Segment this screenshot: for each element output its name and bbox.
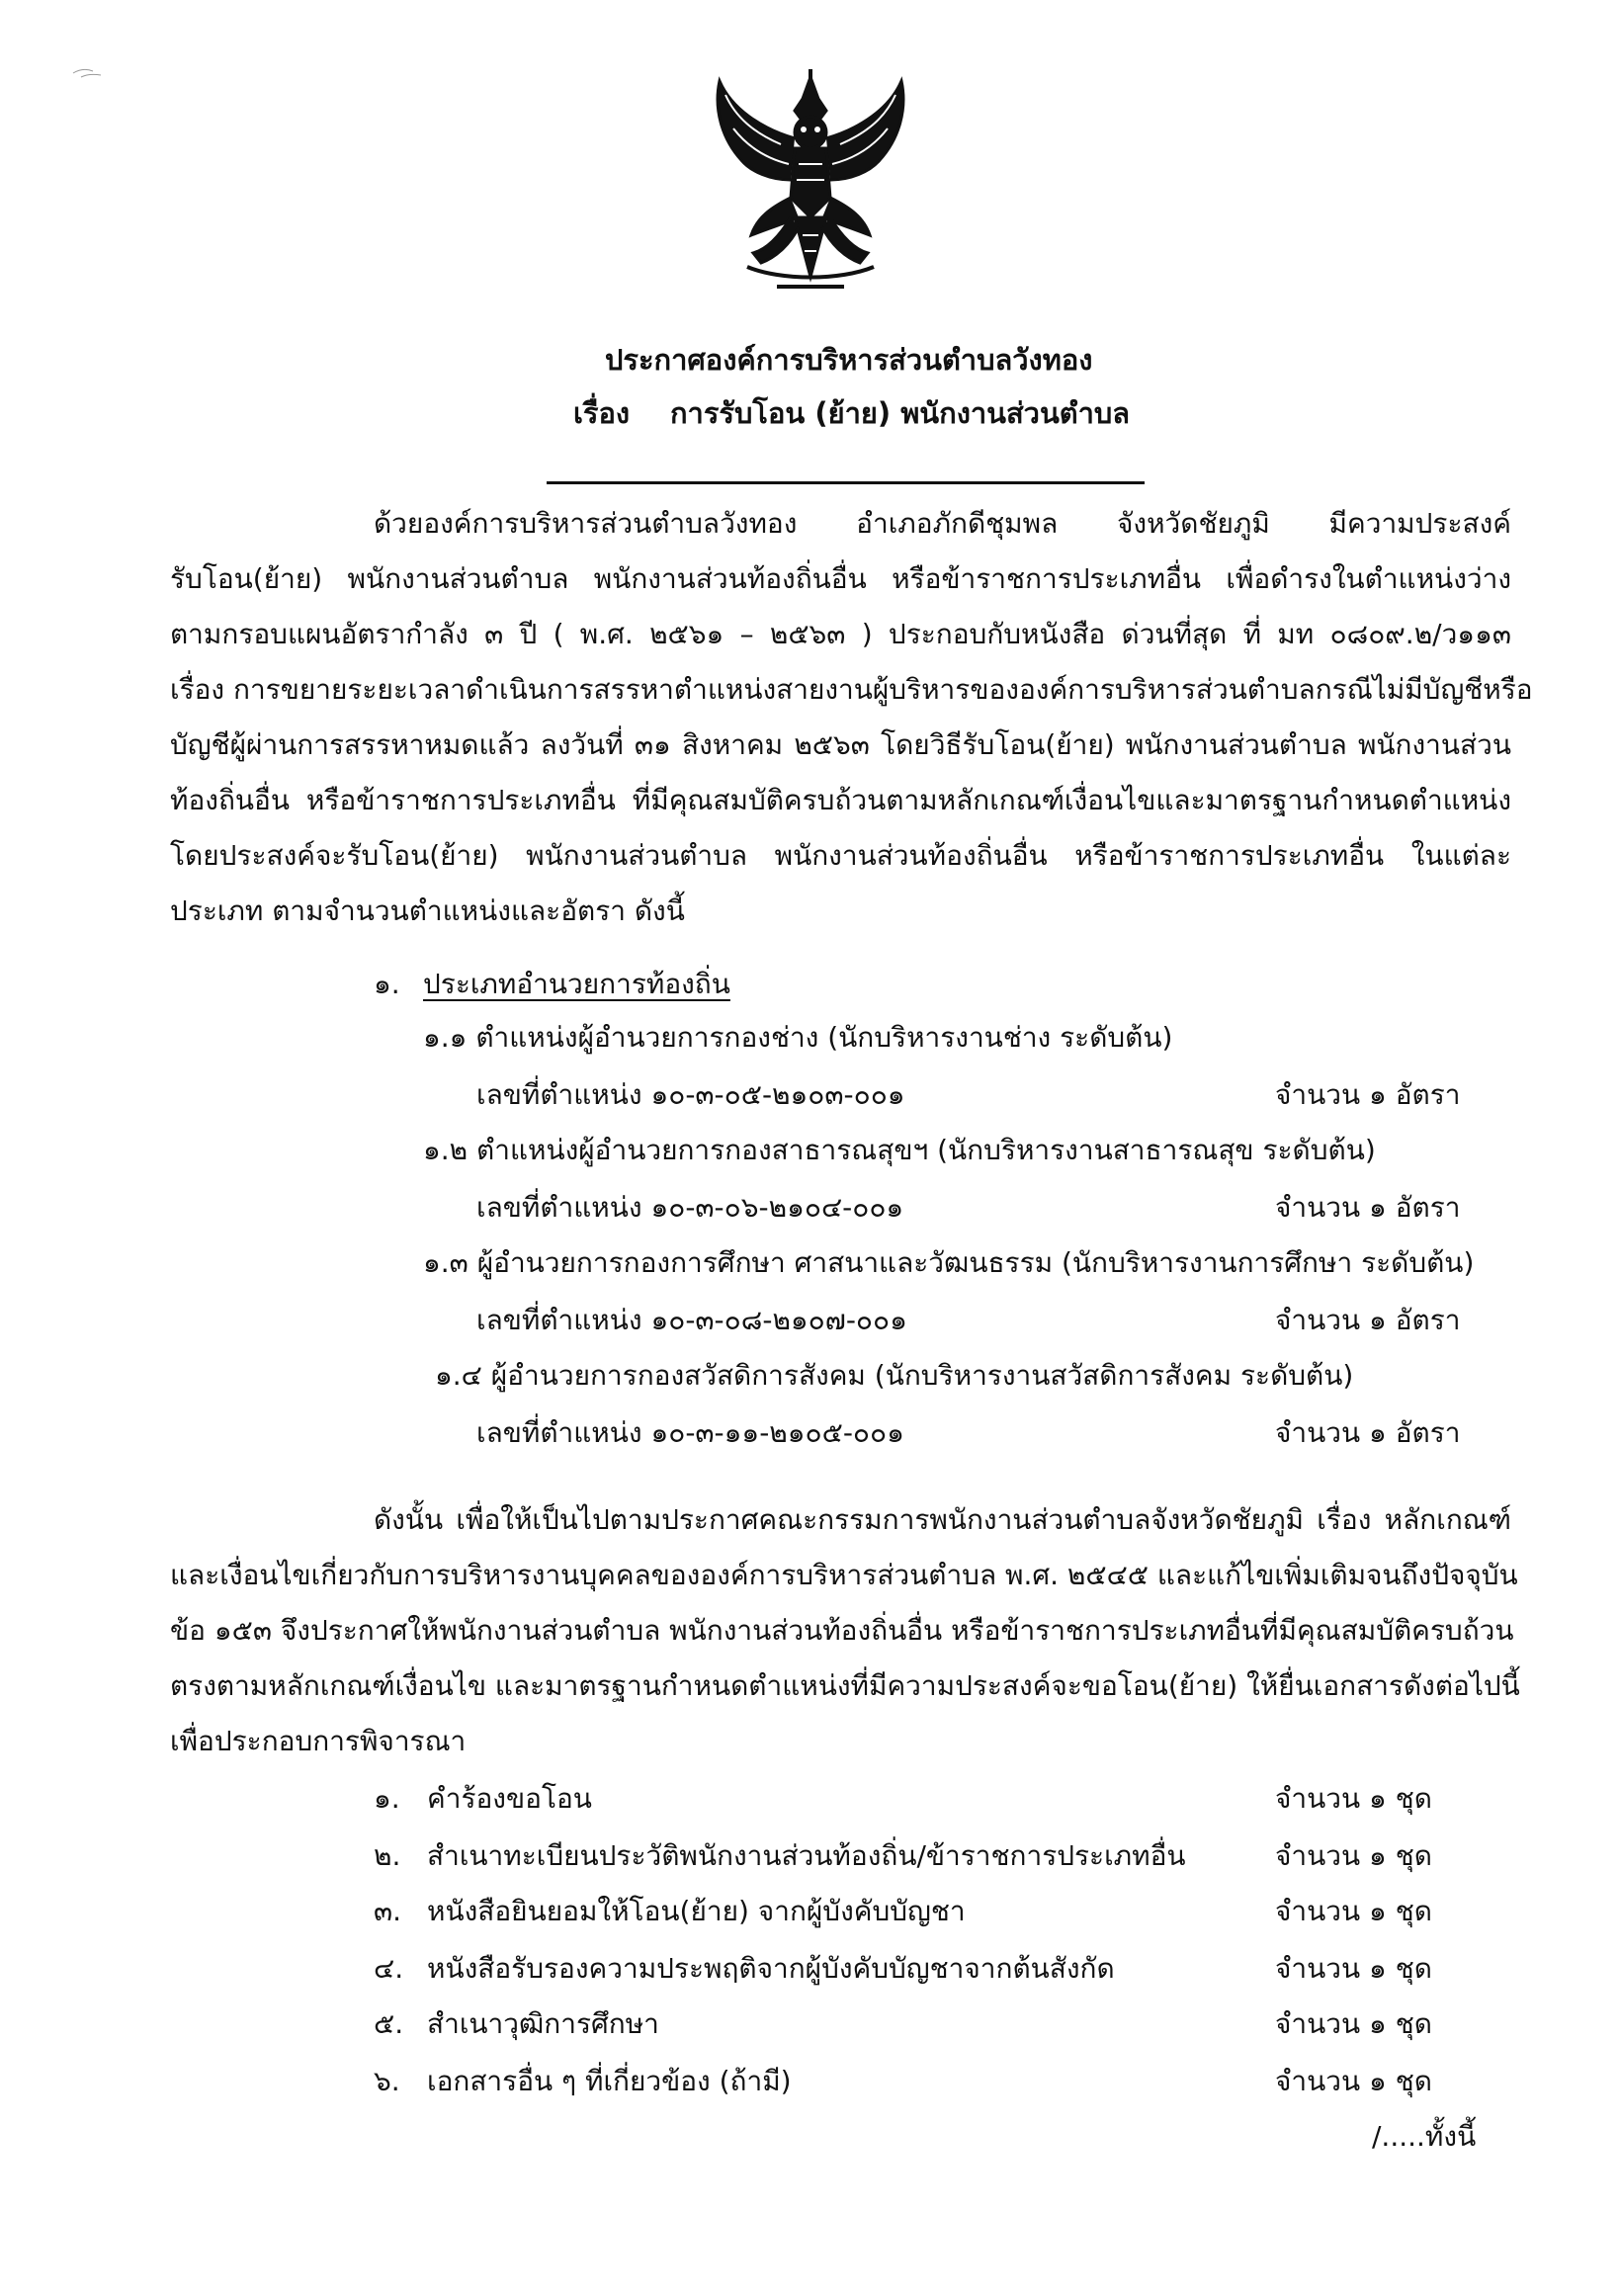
doc-number: ๔. — [374, 1952, 404, 1985]
doc-number: ๖. — [374, 2065, 400, 2097]
intro-line: บัญชีผู้ผ่านการสรรหาหมดแล้ว ลงวันที่ ๓๑ สิงหาคม ๒๕๖๓ โดยวิธีรับโอน(ย้าย) พนักงานส่วนตำบล พนักงานส่วน — [170, 728, 1511, 761]
doc-number: ๓. — [374, 1895, 402, 1927]
doc-name: คำร้องขอโอน — [427, 1782, 592, 1815]
doc-count: จำนวน ๑ ชุด — [1275, 1952, 1432, 1985]
intro-line: ประเภท ตามจำนวนตำแหน่งและอัตรา ดังนี้ — [170, 894, 685, 927]
position-count: จำนวน ๑ อัตรา — [1275, 1078, 1461, 1111]
subject-label: เรื่อง — [573, 396, 631, 430]
intro-line: โดยประสงค์จะรับโอน(ย้าย) พนักงานส่วนตำบล พนักงานส่วนท้องถิ่นอื่น หรือข้าราชการประเภทอื่น ในแต่ละ — [170, 839, 1511, 872]
doc-name: หนังสือยินยอมให้โอน(ย้าย) จากผู้บังคับบัญชา — [427, 1895, 966, 1927]
position-number: เลขที่ตำแหน่ง ๑๐-๓-๑๑-๒๑๐๕-๐๐๑ — [476, 1416, 904, 1449]
doc-number: ๕. — [374, 2007, 404, 2040]
position-count: จำนวน ๑ อัตรา — [1275, 1304, 1461, 1336]
section-heading: ประเภทอำนวยการท้องถิ่น — [423, 968, 730, 1000]
para-line: ข้อ ๑๕๓ จึงประกาศให้พนักงานส่วนตำบล พนักงานส่วนท้องถิ่นอื่น หรือข้าราชการประเภทอื่นที่มีคุณสมบัติครบถ้วน — [170, 1614, 1514, 1647]
garuda-emblem-icon — [692, 69, 929, 306]
continuation-marker: /.....ทั้งนี้ — [1372, 2120, 1477, 2153]
title-divider — [547, 481, 1145, 484]
doc-name: สำเนาวุฒิการศึกษา — [427, 2007, 659, 2040]
doc-name: หนังสือรับรองความประพฤติจากผู้บังคับบัญชาจากต้นสังกัด — [427, 1952, 1115, 1985]
doc-count: จำนวน ๑ ชุด — [1275, 2065, 1432, 2097]
announcement-title: ประกาศองค์การบริหารส่วนตำบลวังทอง — [605, 343, 1093, 377]
doc-count: จำนวน ๑ ชุด — [1275, 2007, 1432, 2040]
position-number: เลขที่ตำแหน่ง ๑๐-๓-๐๖-๒๑๐๔-๐๐๑ — [476, 1191, 904, 1224]
position-count: จำนวน ๑ อัตรา — [1275, 1416, 1461, 1449]
para-line: ดังนั้น เพื่อให้เป็นไปตามประกาศคณะกรรมการพนักงานส่วนตำบลจังหวัดชัยภูมิ เรื่อง หลักเกณฑ์ — [374, 1503, 1511, 1536]
position-title: ๑.๔ ผู้อำนวยการกองสวัสดิการสังคม (นักบริหารงานสวัสดิการสังคม ระดับต้น) — [435, 1359, 1354, 1392]
scan-mark — [71, 59, 111, 89]
position-number: เลขที่ตำแหน่ง ๑๐-๓-๐๘-๒๑๐๗-๐๐๑ — [476, 1304, 907, 1336]
position-number: เลขที่ตำแหน่ง ๑๐-๓-๐๕-๒๑๐๓-๐๐๑ — [476, 1078, 905, 1111]
intro-line: รับโอน(ย้าย) พนักงานส่วนตำบล พนักงานส่วนท้องถิ่นอื่น หรือข้าราชการประเภทอื่น เพื่อดำรงในตำแหน่งว่าง — [170, 562, 1511, 595]
position-count: จำนวน ๑ อัตรา — [1275, 1191, 1461, 1224]
doc-count: จำนวน ๑ ชุด — [1275, 1782, 1432, 1815]
para-line: และเงื่อนไขเกี่ยวกับการบริหารงานบุคคลขององค์การบริหารส่วนตำบล พ.ศ. ๒๕๔๕ และแก้ไขเพิ่มเติมจนถึงปัจจุบัน — [170, 1559, 1518, 1591]
intro-line: เรื่อง การขยายระยะเวลาดำเนินการสรรหาตำแหน่งสายงานผู้บริหารขององค์การบริหารส่วนตำบลกรณีไม่มีบัญชีหรือ — [170, 673, 1533, 706]
intro-line: ตามกรอบแผนอัตรากำลัง ๓ ปี ( พ.ศ. ๒๕๖๑ – ๒๕๖๓ ) ประกอบกับหนังสือ ด่วนที่สุด ที่ มท ๐๘๐๙.๒/ว๑๑๓ — [170, 618, 1511, 650]
doc-number: ๒. — [374, 1839, 401, 1872]
position-title: ๑.๓ ผู้อำนวยการกองการศึกษา ศาสนาและวัฒนธรรม (นักบริหารงานการศึกษา ระดับต้น) — [423, 1246, 1475, 1279]
position-title: ๑.๑ ตำแหน่งผู้อำนวยการกองช่าง (นักบริหารงานช่าง ระดับต้น) — [423, 1021, 1173, 1054]
position-title: ๑.๒ ตำแหน่งผู้อำนวยการกองสาธารณสุขฯ (นักบริหารงานสาธารณสุข ระดับต้น) — [423, 1134, 1376, 1166]
intro-line: ด้วยองค์การบริหารส่วนตำบลวังทอง อำเภอภักดีชุมพล จังหวัดชัยภูมิ มีความประสงค์ — [374, 507, 1511, 540]
section-number: ๑. — [374, 968, 400, 1000]
subject-text: การรับโอน (ย้าย) พนักงานส่วนตำบล — [670, 396, 1131, 430]
intro-line: ท้องถิ่นอื่น หรือข้าราชการประเภทอื่น ที่มีคุณสมบัติครบถ้วนตามหลักเกณฑ์เงื่อนไขและมาตรฐานกำหนดตำแหน่ง — [170, 784, 1511, 816]
doc-count: จำนวน ๑ ชุด — [1275, 1839, 1432, 1872]
para-line: ตรงตามหลักเกณฑ์เงื่อนไข และมาตรฐานกำหนดตำแหน่งที่มีความประสงค์จะขอโอน(ย้าย) ให้ยื่นเอกสารดังต่อไปนี้ — [170, 1669, 1520, 1702]
doc-number: ๑. — [374, 1782, 400, 1815]
doc-name: สำเนาทะเบียนประวัติพนักงานส่วนท้องถิ่น/ข้าราชการประเภทอื่น — [427, 1839, 1186, 1872]
doc-count: จำนวน ๑ ชุด — [1275, 1895, 1432, 1927]
doc-name: เอกสารอื่น ๆ ที่เกี่ยวข้อง (ถ้ามี) — [427, 2065, 792, 2097]
requirements-paragraph — [170, 1492, 1520, 1769]
para-line: เพื่อประกอบการพิจารณา — [170, 1725, 467, 1757]
intro-paragraph — [170, 496, 1533, 939]
